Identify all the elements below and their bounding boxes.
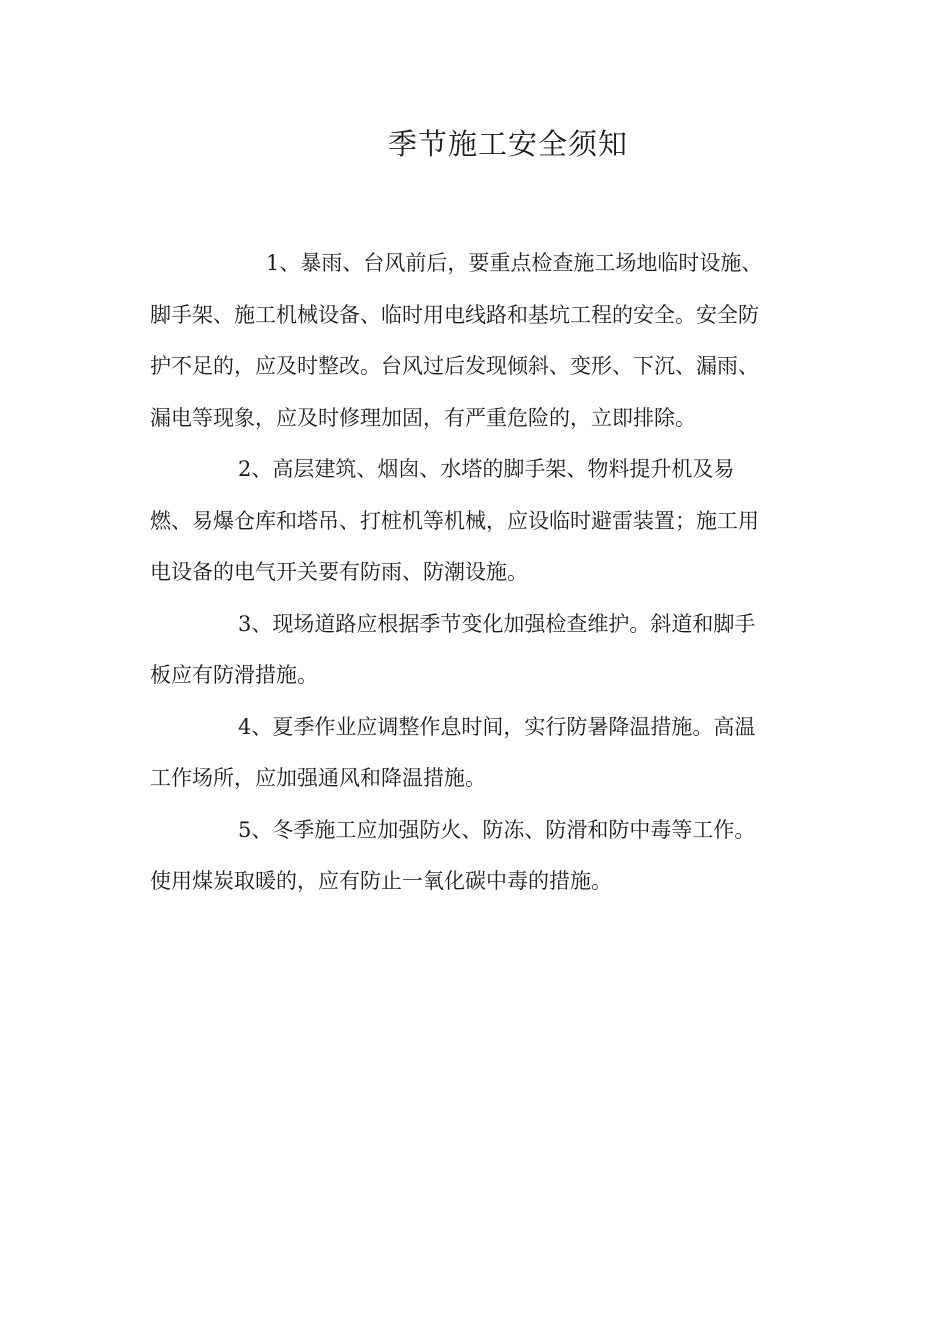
paragraph-line: 漏电等现象，应及时修理加固，有严重危险的，立即排除。 <box>150 405 696 430</box>
paragraph-line: 燃、易爆仓库和塔吊、打桩机等机械，应设临时避雷装置；施工用 <box>150 508 759 533</box>
paragraph-line: 4、夏季作业应调整作息时间，实行防暑降温措施。高温 <box>238 714 756 739</box>
paragraph-1 <box>150 238 800 444</box>
paragraph-line: 电设备的电气开关要有防雨、防潮设施。 <box>150 560 528 584</box>
paragraph-line: 使用煤炭取暖的，应有防止一氧化碳中毒的措施。 <box>150 869 612 893</box>
paragraph-line: 板应有防滑措施。 <box>150 663 318 687</box>
paragraph-4 <box>150 702 800 805</box>
paragraph-2 <box>150 444 800 599</box>
document-title: 季节施工安全须知 <box>387 127 628 161</box>
paragraph-line: 5、冬季施工应加强防火、防冻、防滑和防中毒等工作。 <box>238 817 756 842</box>
paragraph-5 <box>150 805 800 908</box>
paragraph-line: 护不足的，应及时整改。台风过后发现倾斜、变形、下沉、漏雨、 <box>150 354 759 378</box>
paragraph-line: 1、暴雨、台风前后，要重点检查施工场地临时设施、 <box>266 251 763 275</box>
document-body <box>150 238 800 908</box>
paragraph-line: 3、现场道路应根据季节变化加强检查维护。斜道和脚手 <box>238 611 756 636</box>
paragraph-line: 脚手架、施工机械设备、临时用电线路和基坑工程的安全。安全防 <box>150 302 759 327</box>
paragraph-3 <box>150 599 800 702</box>
paragraph-line: 工作场所，应加强通风和降温措施。 <box>150 766 486 790</box>
paragraph-line: 2、高层建筑、烟囱、水塔的脚手架、物料提升机及易 <box>238 457 735 481</box>
